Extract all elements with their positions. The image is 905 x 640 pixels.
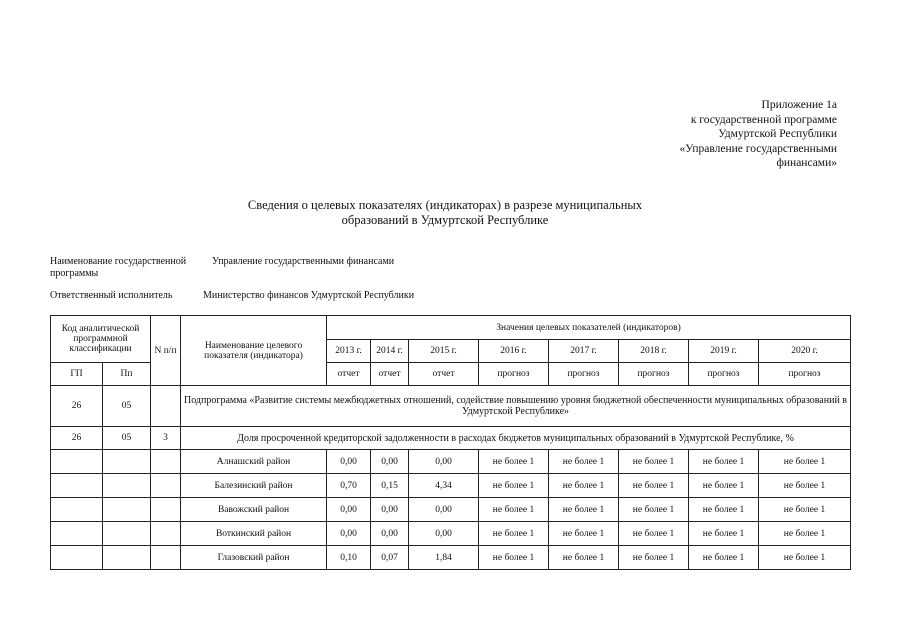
municipality-name: Глазовский район (181, 546, 327, 570)
type-cell: отчет (409, 363, 479, 386)
table-row (51, 450, 851, 474)
header-np: N п/п (151, 316, 181, 386)
value-cell: 0,70 (327, 474, 371, 498)
document-title (215, 198, 675, 228)
value-cell: не более 1 (619, 522, 689, 546)
table-row (51, 474, 851, 498)
value-cell: не более 1 (759, 450, 851, 474)
table-row (51, 522, 851, 546)
year-cell: 2019 г. (689, 340, 759, 363)
value-cell: не более 1 (619, 450, 689, 474)
value-cell: не более 1 (759, 522, 851, 546)
value-cell: 0,00 (409, 498, 479, 522)
value-cell: не более 1 (549, 450, 619, 474)
municipality-name: Алнашский район (181, 450, 327, 474)
type-cell: прогноз (479, 363, 549, 386)
value-cell: не более 1 (549, 474, 619, 498)
year-cell: 2016 г. (479, 340, 549, 363)
value-cell: не более 1 (619, 546, 689, 570)
type-cell: отчет (327, 363, 371, 386)
value-cell: не более 1 (479, 498, 549, 522)
value-cell: 0,00 (409, 522, 479, 546)
indicator-title: Доля просроченной кредиторской задолженности в расходах бюджетов муниципальных образований в Удмуртской Республике, % (181, 427, 851, 450)
value-cell: 4,34 (409, 474, 479, 498)
value-cell: не более 1 (689, 546, 759, 570)
title-line-2: образований в Удмуртской Республике (341, 213, 549, 227)
value-cell: 0,00 (371, 522, 409, 546)
executor-value: Министерство финансов Удмуртской Республики (203, 290, 415, 301)
header-code: Код аналитической программной классификации (51, 316, 151, 363)
program-name-value: Управление государственными финансами (212, 256, 395, 267)
value-cell: 0,10 (327, 546, 371, 570)
value-cell: 0,15 (371, 474, 409, 498)
value-cell: не более 1 (619, 474, 689, 498)
value-cell: не более 1 (759, 546, 851, 570)
year-cell: 2013 г. (327, 340, 371, 363)
subprogram-gp: 26 (51, 386, 103, 427)
indicator-pp: 05 (103, 427, 151, 450)
value-cell: не более 1 (549, 498, 619, 522)
type-cell: прогноз (759, 363, 851, 386)
value-cell: не более 1 (759, 498, 851, 522)
municipality-name: Воткинский район (181, 522, 327, 546)
subprogram-row (51, 386, 851, 427)
subprogram-title: Подпрограмма «Развитие системы межбюджетных отношений, содействие повышению уровня бюджетной обеспеченности муниципальных образований в Удмуртской Республике» (181, 386, 851, 427)
year-cell: 2015 г. (409, 340, 479, 363)
value-cell: не более 1 (479, 546, 549, 570)
appendix-line: Приложение 1а (761, 99, 837, 111)
subprogram-np (151, 386, 181, 427)
header-pp: Пп (103, 363, 151, 386)
subprogram-pp: 05 (103, 386, 151, 427)
value-cell: не более 1 (759, 474, 851, 498)
header-gp: ГП (51, 363, 103, 386)
header-row (51, 316, 851, 340)
header-indicator-name: Наименование целевого показателя (индикатора) (181, 316, 327, 386)
table-row (51, 546, 851, 570)
value-cell: не более 1 (479, 522, 549, 546)
appendix-line: к государственной программе (690, 113, 837, 126)
title-line-1: Сведения о целевых показателях (индикаторах) в разрезе муниципальных (247, 198, 643, 212)
type-cell: прогноз (549, 363, 619, 386)
value-cell: не более 1 (689, 474, 759, 498)
type-cell: прогноз (689, 363, 759, 386)
executor-label: Ответственный исполнитель (50, 290, 173, 301)
value-cell: не более 1 (689, 450, 759, 474)
value-cell: не более 1 (479, 474, 549, 498)
value-cell: не более 1 (549, 546, 619, 570)
table-row (51, 498, 851, 522)
type-cell: отчет (371, 363, 409, 386)
indicators-table (50, 315, 851, 570)
program-name-label: Наименование государственной программы (50, 256, 187, 279)
appendix-header (679, 98, 837, 171)
appendix-line: Удмуртской Республики (718, 128, 837, 140)
value-cell: 0,00 (409, 450, 479, 474)
header-values: Значения целевых показателей (индикаторов) (327, 316, 851, 340)
value-cell: не более 1 (619, 498, 689, 522)
type-cell: прогноз (619, 363, 689, 386)
year-cell: 2018 г. (619, 340, 689, 363)
appendix-line: финансами» (776, 157, 837, 169)
value-cell: не более 1 (479, 450, 549, 474)
value-cell: не более 1 (689, 498, 759, 522)
value-cell: 0,00 (371, 450, 409, 474)
value-cell: 0,07 (371, 546, 409, 570)
value-cell: 0,00 (327, 522, 371, 546)
value-cell: не более 1 (549, 522, 619, 546)
indicator-gp: 26 (51, 427, 103, 450)
appendix-line: «Управление государственными (679, 142, 837, 155)
year-cell: 2017 г. (549, 340, 619, 363)
value-cell: 1,84 (409, 546, 479, 570)
year-cell: 2014 г. (371, 340, 409, 363)
value-cell: 0,00 (327, 450, 371, 474)
year-cell: 2020 г. (759, 340, 851, 363)
value-cell: не более 1 (689, 522, 759, 546)
value-cell: 0,00 (371, 498, 409, 522)
municipality-name: Вавожский район (181, 498, 327, 522)
indicator-row (51, 427, 851, 450)
value-cell: 0,00 (327, 498, 371, 522)
indicator-np: 3 (151, 427, 181, 450)
municipality-name: Балезинский район (181, 474, 327, 498)
